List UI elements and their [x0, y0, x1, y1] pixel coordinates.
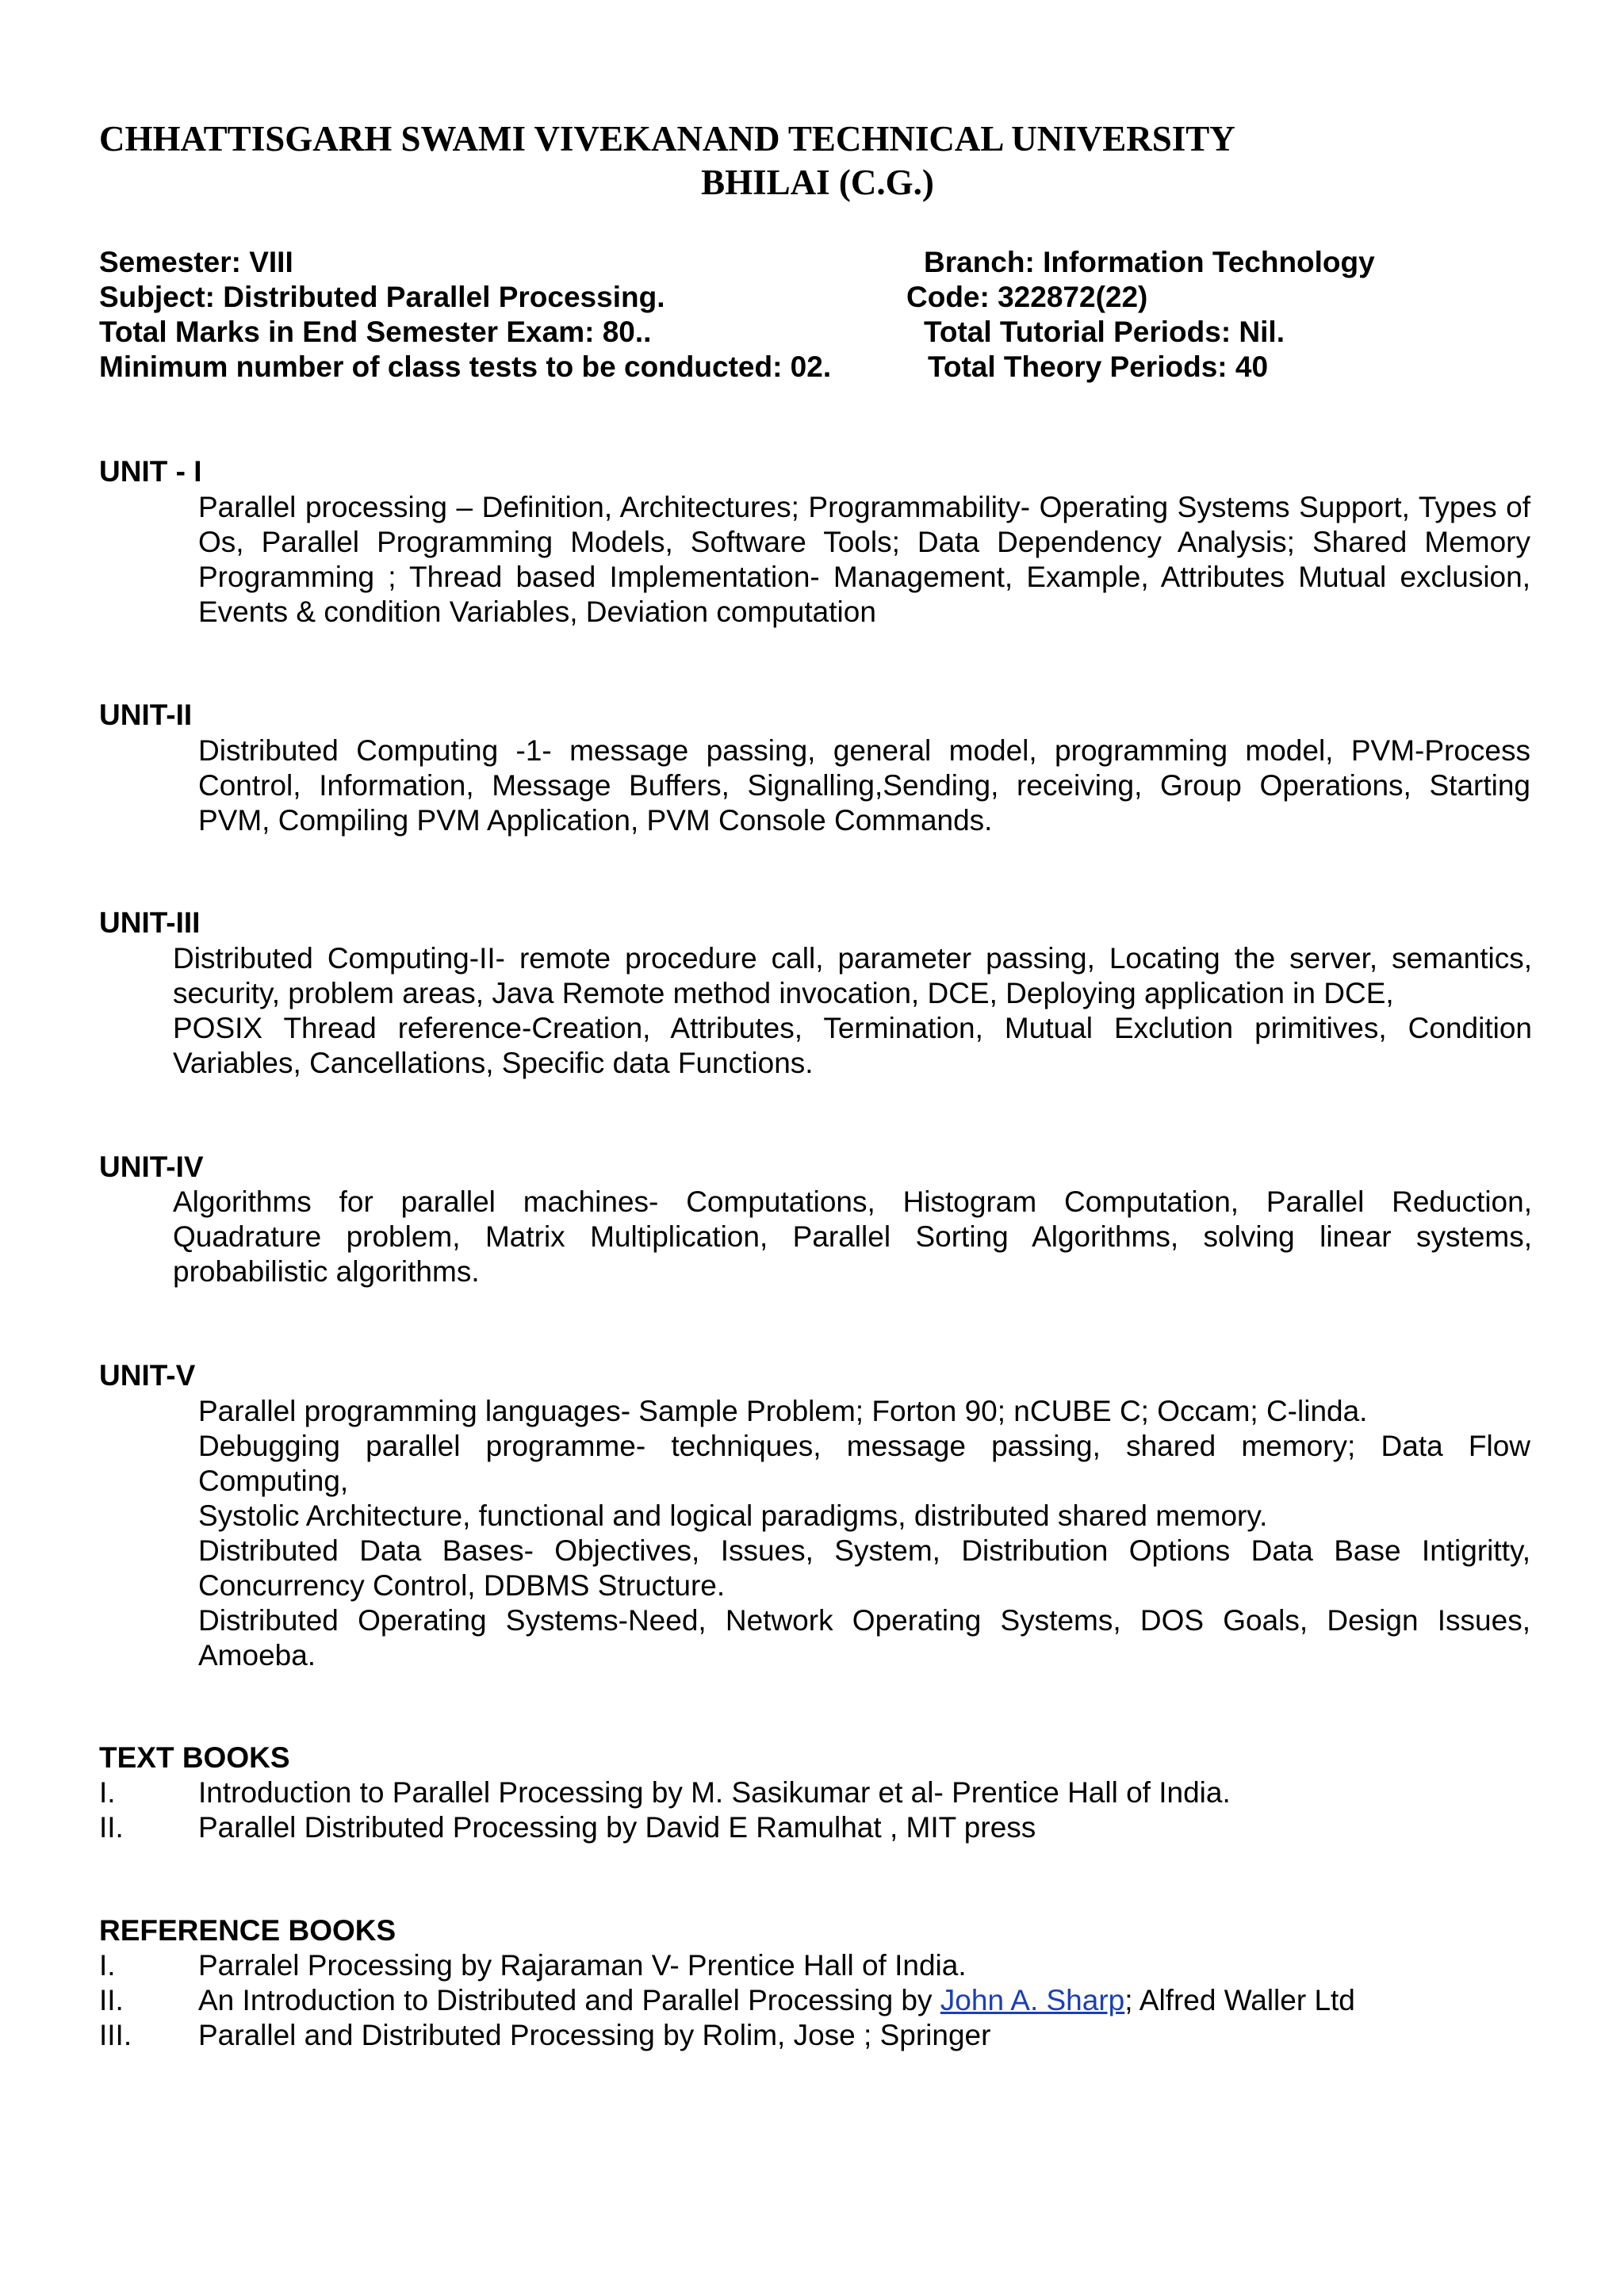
- text-books-list: [99, 1775, 1526, 1845]
- list-item-text: [198, 1983, 1355, 2018]
- theory-periods-label: Total Theory Periods: 40: [928, 350, 1269, 383]
- unit-1-paragraph: Parallel processing – Definition, Architectures; Programmability- Operating Systems Support, Types of Os, Parallel Programming Models, Software Tools; Data Dependency Analysis; Shared Memory Programming ; Thread based Implementation- Management, Example, Attributes Mutual exclusion, Events & condition Variables, Deviation computation: [198, 491, 1530, 628]
- list-item-number: II.: [99, 1811, 124, 1844]
- list-item-text: Parallel and Distributed Processing by Rolim, Jose ; Springer: [198, 2019, 991, 2051]
- list-item-number: I.: [99, 1949, 116, 1982]
- branch-label: Branch: Information Technology: [924, 246, 1375, 278]
- unit-3-heading: UNIT-III: [99, 906, 201, 939]
- list-item-number: II.: [99, 1984, 124, 2016]
- unit-4-heading: UNIT-IV: [99, 1151, 204, 1183]
- unit-4-content: [173, 1185, 1532, 1289]
- reference-text-before-link: An Introduction to Distributed and Parallel Processing by: [198, 1984, 940, 2016]
- list-item: [99, 1983, 1526, 2018]
- author-link[interactable]: John A. Sharp: [940, 1984, 1125, 2016]
- unit-5-paragraph-1: Parallel programming languages- Sample Problem; Forton 90; nCUBE C; Occam; C-linda.: [198, 1395, 1368, 1427]
- list-item: [99, 2018, 1526, 2053]
- list-item: [99, 1775, 1526, 1810]
- reference-books-heading: REFERENCE BOOKS: [99, 1914, 396, 1947]
- unit-2-content: [198, 733, 1530, 838]
- reference-text-after-link: ; Alfred Waller Ltd: [1124, 1984, 1355, 2016]
- unit-4-paragraph: Algorithms for parallel machines- Computations, Histogram Computation, Parallel Reduction, Quadrature problem, Matrix Multiplication, Parallel Sorting Algorithms, solving linear systems, probabilistic algorithms.: [173, 1185, 1532, 1288]
- unit-2-heading: UNIT-II: [99, 699, 193, 731]
- class-tests-label: Minimum number of class tests to be conducted: 02.: [99, 350, 832, 383]
- list-item-number: III.: [99, 2019, 132, 2051]
- unit-5-heading: UNIT-V: [99, 1359, 196, 1392]
- unit-5-content: [198, 1394, 1530, 1673]
- total-marks-label: Total Marks in End Semester Exam: 80..: [99, 316, 652, 348]
- tutorial-periods-label: Total Tutorial Periods: Nil.: [924, 316, 1285, 348]
- list-item-text: Parallel Distributed Processing by David E Ramulhat , MIT press: [198, 1811, 1036, 1844]
- list-item: [99, 1948, 1526, 1983]
- subject-label: Subject: Distributed Parallel Processing.: [99, 281, 665, 313]
- list-item-number: I.: [99, 1776, 116, 1809]
- unit-3-paragraph-2: POSIX Thread reference-Creation, Attributes, Termination, Mutual Exclution primitives, Condition Variables, Cancellations, Specific data Functions.: [173, 1012, 1532, 1079]
- unit-3-content: [173, 941, 1532, 1081]
- university-name: CHHATTISGARH SWAMI VIVEKANAND TECHNICAL UNIVERSITY: [99, 119, 1235, 159]
- unit-3-paragraph-1: Distributed Computing-II- remote procedure call, parameter passing, Locating the server, semantics, security, problem areas, Java Remote method invocation, DCE, Deploying application in DCE,: [173, 942, 1532, 1009]
- list-item: [99, 1810, 1526, 1845]
- unit-5-paragraph-5: Distributed Operating Systems-Need, Network Operating Systems, DOS Goals, Design Issues, Amoeba.: [198, 1604, 1530, 1672]
- unit-1-content: [198, 490, 1530, 630]
- unit-5-paragraph-3: Systolic Architecture, functional and logical paradigms, distributed shared memory.: [198, 1499, 1268, 1532]
- university-location: BHILAI (C.G.): [701, 163, 934, 202]
- unit-2-paragraph: Distributed Computing -1- message passing, general model, programming model, PVM-Process Control, Information, Message Buffers, Signalling,Sending, receiving, Group Operations, Starting PVM, Compiling PVM Application, PVM Console Commands.: [198, 734, 1530, 837]
- code-label: Code: 322872(22): [906, 281, 1148, 313]
- semester-label: Semester: VIII: [99, 246, 293, 278]
- unit-1-heading: UNIT - I: [99, 455, 202, 488]
- reference-books-list: [99, 1948, 1526, 2053]
- unit-5-paragraph-2: Debugging parallel programme- techniques, message passing, shared memory; Data Flow Computing,: [198, 1430, 1530, 1497]
- list-item-text: Introduction to Parallel Processing by M. Sasikumar et al- Prentice Hall of India.: [198, 1776, 1231, 1809]
- text-books-heading: TEXT BOOKS: [99, 1741, 290, 1774]
- list-item-text: Parralel Processing by Rajaraman V- Prentice Hall of India.: [198, 1949, 967, 1982]
- unit-5-paragraph-4: Distributed Data Bases- Objectives, Issues, System, Distribution Options Data Base Intigritty, Concurrency Control, DDBMS Structure.: [198, 1534, 1530, 1602]
